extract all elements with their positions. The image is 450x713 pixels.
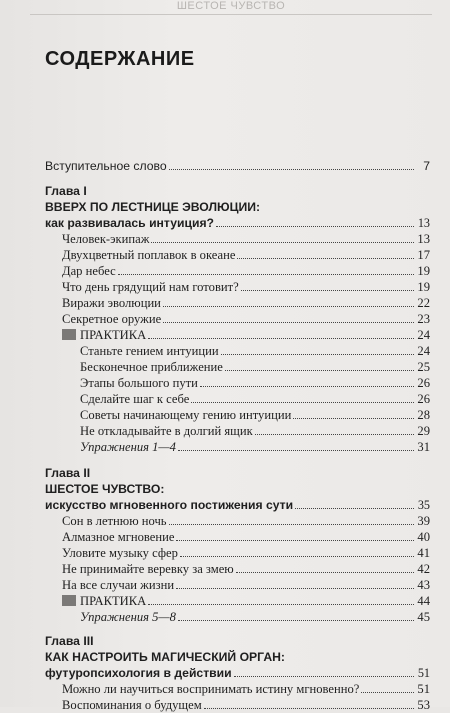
leader-dots xyxy=(118,263,414,275)
toc-entry-exercises[interactable] xyxy=(80,609,430,625)
toc-page-number: 51 xyxy=(417,682,430,696)
toc-page-number: 51 xyxy=(417,666,430,680)
practice-group xyxy=(62,593,146,609)
leader-dots xyxy=(221,343,414,355)
chapter-2-subtitle[interactable] xyxy=(45,497,430,513)
leader-dots xyxy=(169,158,414,170)
leader-dots xyxy=(169,513,414,525)
toc-entry-label: На все случаи жизни xyxy=(62,578,175,592)
toc-entry-label: Можно ли научиться воспринимать истину мгновенно? xyxy=(62,682,360,696)
toc-entry-label: Воспоминания о будущем xyxy=(62,698,202,712)
toc-page-number: 17 xyxy=(417,248,430,262)
leader-dots xyxy=(180,545,414,557)
toc-entry[interactable] xyxy=(62,697,430,713)
toc-entry[interactable] xyxy=(80,375,430,391)
toc-entry-label: Алмазное мгновение xyxy=(62,530,175,544)
chapter-3-label: Глава III xyxy=(45,634,94,648)
toc-entry-label: Сон в летнюю ночь xyxy=(62,514,167,528)
toc-page-number: 23 xyxy=(417,312,430,326)
toc-entry-label: Сделайте шаг к себе xyxy=(80,392,190,406)
toc-entry-preface[interactable] xyxy=(45,158,430,174)
leader-dots xyxy=(148,593,414,605)
toc-page-number: 26 xyxy=(417,392,430,406)
toc-page-number: 53 xyxy=(417,698,430,712)
toc-page-number: 29 xyxy=(417,424,430,438)
leader-dots xyxy=(255,423,414,435)
leader-dots xyxy=(204,697,414,709)
chapter-1-label: Глава I xyxy=(45,184,87,198)
toc-page-number: 24 xyxy=(417,344,430,358)
toc-entry[interactable] xyxy=(80,343,430,359)
practice-marker-icon xyxy=(62,329,76,340)
leader-dots xyxy=(225,359,414,371)
toc-page-number: 28 xyxy=(417,408,430,422)
toc-page-number: 45 xyxy=(417,610,430,624)
chapter-3-subtitle[interactable] xyxy=(45,665,430,681)
toc-entry-practice[interactable] xyxy=(62,327,430,343)
toc-entry-exercises[interactable] xyxy=(80,439,430,455)
toc-entry-label: Упражнения 1—4 xyxy=(80,440,176,454)
toc-page-number: 40 xyxy=(417,530,430,544)
toc-entry-label: Двухцветный поплавок в океане xyxy=(62,248,236,262)
leader-dots xyxy=(200,375,414,387)
toc-entry-label: ПРАКТИКА xyxy=(80,594,147,608)
leader-dots xyxy=(178,439,414,451)
toc-page-number: 35 xyxy=(417,498,430,512)
leader-dots xyxy=(293,407,414,419)
toc-entry[interactable] xyxy=(62,263,430,279)
toc-entry[interactable] xyxy=(80,391,430,407)
practice-marker-icon xyxy=(62,595,76,606)
toc-entry[interactable] xyxy=(80,407,430,423)
leader-dots xyxy=(234,665,414,677)
toc-page-number: 31 xyxy=(417,440,430,454)
toc-entry[interactable] xyxy=(62,561,430,577)
leader-dots xyxy=(163,311,414,323)
toc-entry-label: как развивалась интуиция? xyxy=(45,216,215,230)
toc-page-number: 26 xyxy=(417,376,430,390)
toc-entry-label: Дар небес xyxy=(62,264,116,278)
leader-dots xyxy=(241,279,414,291)
toc-entry-label: искусство мгновенного постижения сути xyxy=(45,498,294,512)
toc-entry-label: Этапы большого пути xyxy=(80,376,198,390)
chapter-3-title: КАК НАСТРОИТЬ МАГИЧЕСКИЙ ОРГАН: xyxy=(45,650,285,664)
toc-entry-label: ПРАКТИКА xyxy=(80,328,147,342)
toc-page-number: 13 xyxy=(417,232,430,246)
toc-entry-label: Станьте гением интуиции xyxy=(80,344,219,358)
toc-entry[interactable] xyxy=(62,545,430,561)
toc-page-number: 39 xyxy=(417,514,430,528)
leader-dots xyxy=(178,609,414,621)
toc-entry[interactable] xyxy=(62,279,430,295)
toc-page-number: 13 xyxy=(417,216,430,230)
toc-entry-label: Уловите музыку сфер xyxy=(62,546,178,560)
page-title: СОДЕРЖАНИЕ xyxy=(45,48,195,70)
toc-entry-label: Вступительное слово xyxy=(45,159,167,173)
toc-page-number: 24 xyxy=(417,328,430,342)
toc-entry-label: Что день грядущий нам готовит? xyxy=(62,280,239,294)
leader-dots xyxy=(216,215,414,227)
toc-entry[interactable] xyxy=(62,529,430,545)
toc-entry[interactable] xyxy=(62,513,430,529)
toc-entry[interactable] xyxy=(62,231,430,247)
toc-page-number: 43 xyxy=(417,578,430,592)
toc-entry-label: Упражнения 5—8 xyxy=(80,610,176,624)
toc-entry-label: Человек-экипаж xyxy=(62,232,150,246)
toc-entry[interactable] xyxy=(62,681,430,697)
chapter-1-title: ВВЕРХ ПО ЛЕСТНИЦЕ ЭВОЛЮЦИИ: xyxy=(45,200,261,214)
leader-dots xyxy=(295,497,414,509)
toc-page-number: 42 xyxy=(417,562,430,576)
chapter-2-title: ШЕСТОЕ ЧУВСТВО: xyxy=(45,482,165,496)
toc-page-number: 41 xyxy=(417,546,430,560)
toc-entry-label: Советы начинающему гению интуиции xyxy=(80,408,292,422)
leader-dots xyxy=(361,681,414,693)
toc-entry[interactable] xyxy=(80,423,430,439)
leader-dots xyxy=(151,231,414,243)
practice-group xyxy=(62,327,146,343)
leader-dots xyxy=(176,529,414,541)
toc-page-number: 22 xyxy=(417,296,430,310)
leader-dots xyxy=(237,247,414,259)
toc-entry-practice[interactable] xyxy=(62,593,430,609)
chapter-2-label: Глава II xyxy=(45,466,91,480)
toc-entry-label: Виражи эволюции xyxy=(62,296,161,310)
toc-page-number: 19 xyxy=(417,280,430,294)
toc-page-number: 44 xyxy=(417,594,430,608)
toc-entry-label: футуропсихология в действии xyxy=(45,666,232,680)
toc-entry-label: Секретное оружие xyxy=(62,312,162,326)
leader-dots xyxy=(191,391,414,403)
leader-dots xyxy=(176,577,414,589)
leader-dots xyxy=(148,327,414,339)
toc-entry[interactable] xyxy=(62,577,430,593)
chapter-1-subtitle[interactable] xyxy=(45,215,430,231)
toc-entry[interactable] xyxy=(62,247,430,263)
toc-entry-label: Не откладывайте в долгий ящик xyxy=(80,424,253,438)
running-header: ШЕСТОЕ ЧУВСТВО xyxy=(30,0,432,15)
toc-entry-label: Не принимайте веревку за змею xyxy=(62,562,234,576)
toc-entry[interactable] xyxy=(62,311,430,327)
toc-page-number: 7 xyxy=(423,159,430,173)
toc-entry-label: Бесконечное приближение xyxy=(80,360,223,374)
toc-entry[interactable] xyxy=(80,359,430,375)
toc-entry[interactable] xyxy=(62,295,430,311)
leader-dots xyxy=(236,561,414,573)
toc-page-number: 19 xyxy=(417,264,430,278)
toc-page-number: 25 xyxy=(417,360,430,374)
leader-dots xyxy=(163,295,414,307)
